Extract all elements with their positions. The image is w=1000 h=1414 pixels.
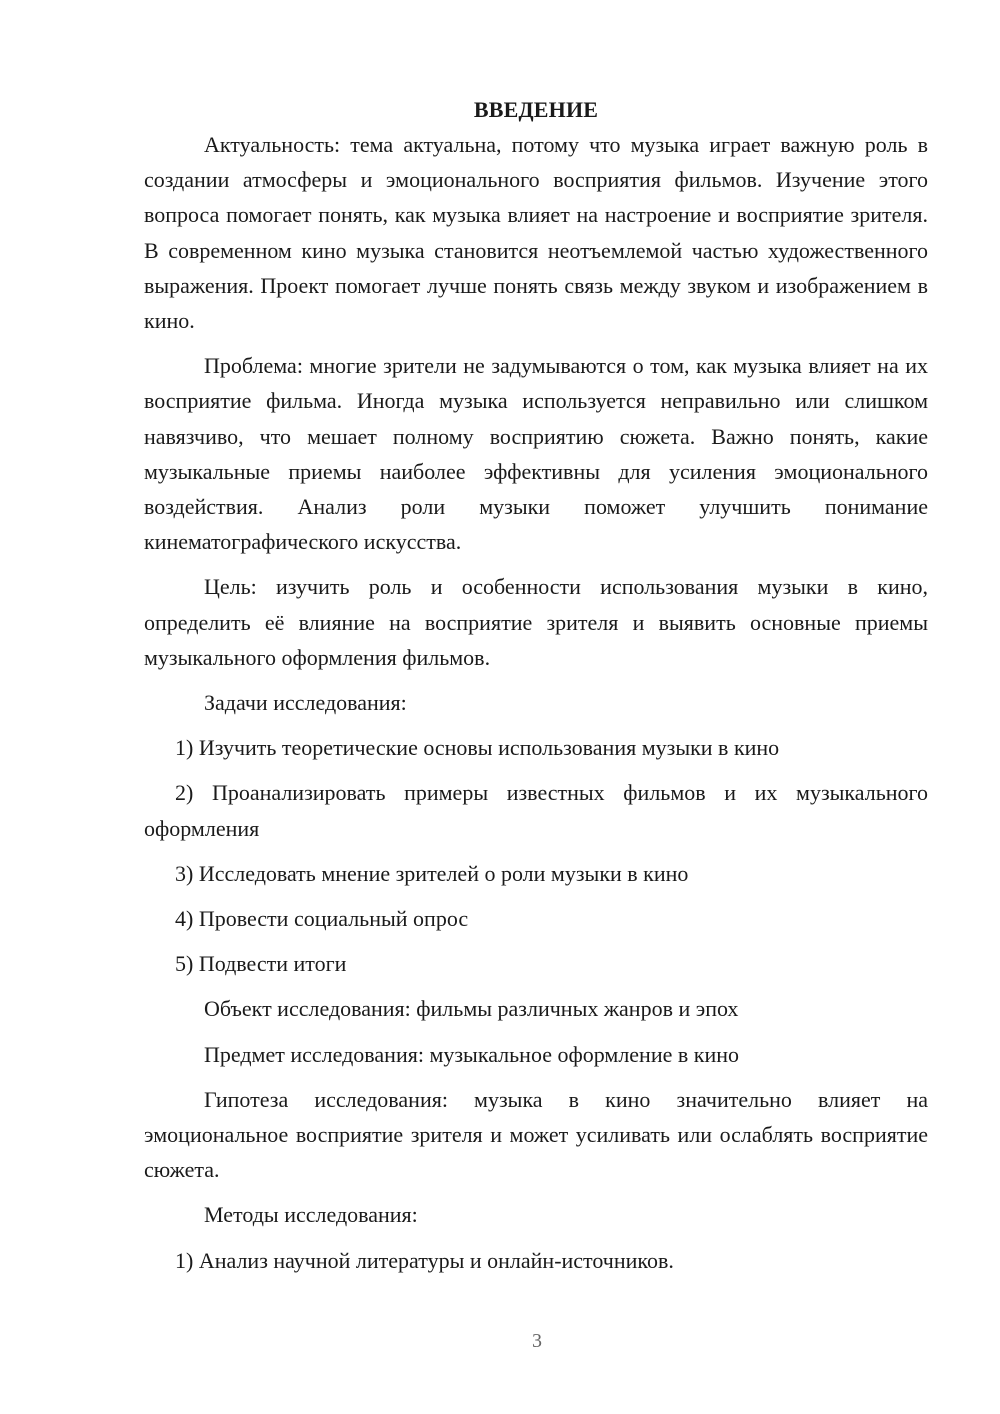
page-number: 3 <box>532 1330 542 1352</box>
document-page <box>144 92 928 1278</box>
hypothesis-paragraph: Гипотеза исследования: музыка в кино значительно влияет на эмоциональное восприятие зрителя и может усиливать или ослаблять восприятие сюжета. <box>144 1086 928 1183</box>
section-title: ВВЕДЕНИЕ <box>473 97 599 122</box>
methods-heading: Методы исследования: <box>204 1202 418 1228</box>
tasks-heading: Задачи исследования: <box>204 690 407 716</box>
method-item: 1) Анализ научной литературы и онлайн-источников. <box>175 1247 674 1273</box>
relevance-paragraph: Актуальность: тема актуальна, потому что музыка играет важную роль в создании атмосферы и эмоционального восприятия фильмов. Изучение этого вопроса помогает понять, как музыка влияет на настроение и восприятие зрителя. В современном кино музыка становится неотъемлемой частью художественного выражения. Проект помогает лучше понять связь между звуком и изображением в кино. <box>144 132 928 334</box>
object-paragraph: Объект исследования: фильмы различных жанров и эпох <box>204 996 739 1022</box>
subject-paragraph: Предмет исследования: музыкальное оформление в кино <box>204 1041 739 1067</box>
task-item: 2) Проанализировать примеры известных фильмов и их музыкального оформления <box>144 780 928 841</box>
goal-paragraph: Цель: изучить роль и особенности использования музыки в кино, определить её влияние на восприятие зрителя и выявить основные приемы музыкального оформления фильмов. <box>144 574 928 670</box>
task-item: 5) Подвести итоги <box>175 951 347 977</box>
task-item: 1) Изучить теоретические основы использования музыки в кино <box>175 735 780 761</box>
task-item: 3) Исследовать мнение зрителей о роли музыки в кино <box>175 860 689 886</box>
problem-paragraph: Проблема: многие зрители не задумываются о том, как музыка влияет на их восприятие фильма. Иногда музыка используется неправильно или слишком навязчиво, что мешает полному восприятию сюжета. Важно понять, какие музыкальные приемы наиболее эффективны для усиления эмоционального воздействия. Анализ роли музыки поможет улучшить понимание кинематографического искусства. <box>144 353 928 555</box>
task-item: 4) Провести социальный опрос <box>175 906 469 932</box>
